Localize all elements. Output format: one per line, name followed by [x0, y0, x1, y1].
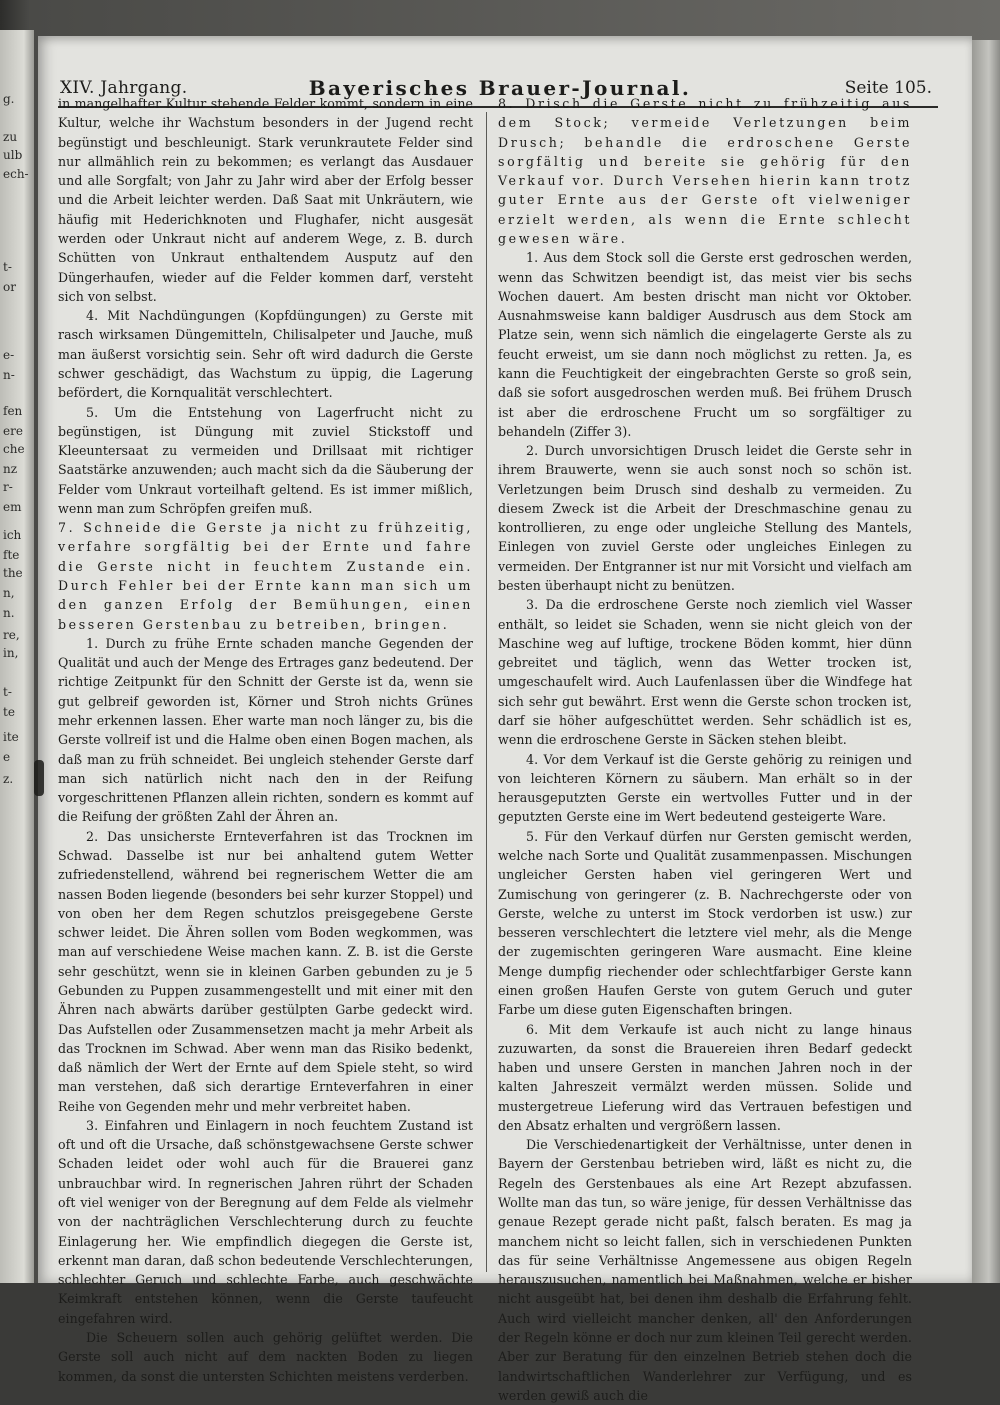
adjacent-page-fragment: te — [3, 705, 15, 719]
adjacent-page-fragment: nz — [3, 462, 18, 476]
adjacent-page-fragment: the — [3, 566, 23, 580]
adjacent-page-edge — [0, 30, 34, 1283]
paragraph: 2. Das unsicherste Ernteverfahren ist das Trocknen im Schwad. Dasselbe ist nur bei anhaltend gutem Wetter zufriedenstellend, während bei regnerischem Wetter die am nassen Boden liegende (besonders bei sehr kurzer Stoppel) und von oben her dem Regen schutzlos preisgegebene Gerste schwer leidet. Die Ähren sollen vom Boden wegkommen, was man auf verschiedene Weise machen kann. Z. B. ist die Gerste sehr geschützt, wenn sie in kleinen Garben gebunden zu je 5 Gebunden zu Puppen zusammengestellt und mit einer mit den Ähren nach abwärts darüber gestülpten Garbe gedeckt wird. Das Aufstellen oder Zusammensetzen macht ja mehr Arbeit als das Trocknen im Schwad. Aber wenn man das Risiko bedenkt, daß nämlich der Wert der Ernte auf dem Spiele steht, so wird man verstehen, daß sich derartige Ernteverfahren in einer Reihe von Gegenden mehr und mehr verbreitet haben. — [58, 828, 473, 1114]
adjacent-page-fragment: n, — [3, 586, 15, 600]
adjacent-page-fragment: r- — [3, 480, 13, 494]
adjacent-page-fragment: t- — [3, 685, 12, 699]
journal-page — [38, 36, 972, 1403]
paragraph: Die Verschiedenartigkeit der Verhältnisse, unter denen in Bayern der Gerstenbau betrieben wird, läßt es nicht zu, die Regeln des Gerstenbaues als eine Art Rezept abzufassen. Wollte man das tun, so wäre jenige, für dessen Verhältnisse das genaue Rezept gerade nicht paßt, falsch beraten. Es mag ja manchem nicht so leicht fallen, sich in verschiedenen Punkten das für seine Verhältnisse Angemessene aus obigen Regeln herauszusuchen, namentlich bei Maßnahmen, welche er bisher nicht ausgeübt hat, bei denen ihm deshalb die Erfahrung fehlt. Auch wird vielleicht mancher denken, all' den Anforderungen der Regeln könne er doch nur zum kleinen Teil gerecht werden. Aber zur Beratung für den einzelnen Betrieb stehen doch die landwirtschaftlichen Wanderlehrer zur Verfügung, und es werden gewiß auch die — [498, 1137, 912, 1403]
paragraph: 1. Aus dem Stock soll die Gerste erst gedroschen werden, wenn das Schwitzen beendigt ist, das meist vier bis sechs Wochen dauert. Am besten drischt man nicht vor Oktober. Ausnahmsweise kann baldiger Ausdrusch aus dem Stock am Platze sein, wenn sich nämlich die eingelagerte Gerste als zu feucht erweist, um sie dann noch möglichst zu retten. Ja, es kann die Feuchtigkeit der eingebrachten Gerste so groß sein, daß sie sofort ausgedroschen werden muß. Bei frühem Drusch ist aber die erdroschene Frucht um so sorgfältiger zu behandeln (Ziffer 3). — [498, 250, 912, 439]
adjacent-page-fragment: fte — [3, 548, 20, 562]
paragraph: Die Scheuern sollen auch gehörig gelüftet werden. Die Gerste soll auch nicht auf dem nackten Boden zu liegen kommen, da sonst die untersten Schichten meistens verderben. — [58, 1330, 473, 1384]
adjacent-page-fragment: n. — [3, 606, 15, 620]
adjacent-page-fragment: e- — [3, 348, 15, 362]
adjacent-page-fragment: t- — [3, 260, 12, 274]
adjacent-page-fragment: e — [3, 750, 11, 764]
page-number: Seite 105. — [844, 78, 932, 98]
adjacent-page-fragment: or — [3, 280, 16, 294]
paragraph: 8. Drisch die Gerste nicht zu frühzeitig aus dem Stock; vermeide Verletzungen beim Drusch; behandle die erdroschene Gerste sorgfältig und bereite sie gehörig für den Verkauf vor. Durch Versehen hierin kann trotz guter Ernte aus der Gerste oft vielweniger erzielt werden, als wenn die Ernte schlecht gewesen wäre. — [498, 96, 912, 246]
paragraph: 3. Da die erdroschene Gerste noch ziemlich viel Wasser enthält, so leidet sie Schaden, wenn sie nicht gleich von der Maschine weg auf luftige, trockene Böden kommt, hier dünn gebreitet und täglich, wenn das Wetter trocken ist, umgeschaufelt wird. Auch Laufenlassen über die Windfege hat sich sehr gut bewährt. Erst wenn die Gerste schon trocken ist, darf sie höher aufgeschüttet werden. Sehr schädlich ist es, wenn die erdroschene Gerste in Säcken stehen bleibt. — [498, 597, 912, 748]
adjacent-page-fragment: n- — [3, 368, 15, 382]
paragraph: 5. Für den Verkauf dürfen nur Gersten gemischt werden, welche nach Sorte und Qualität zusammenpassen. Mischungen ungleicher Gersten haben viel geringeren Wert und Zumischung von geringerer (z. B. Nachrechgerste oder von Gerste, welche zu unterst im Stock verdorben ist usw.) zur besseren verschlechtert die letztere viel mehr, als die Menge der zugemischten geringeren Ware ausmacht. Eine kleine Menge dumpfig riechender oder schlechtfarbiger Gerste kann einen großen Haufen Gerste von gutem Geruch und guter Farbe um diese guten Eigenschaften bringen. — [498, 828, 912, 1018]
paragraph: 6. Mit dem Verkaufe ist auch nicht zu lange hinaus zuzuwarten, da sonst die Brauereien ihren Bedarf gedeckt haben und unsere Gersten in manchen Jahren noch in der kalten Jahreszeit vermälzt werden müssen. Solide und mustergetreue Lieferung wird das Vertrauen befestigen und den Absatz erhalten und vergrößern lassen. — [498, 1021, 912, 1133]
page-stack-edge — [972, 40, 1000, 1283]
paragraph: 7. Schneide die Gerste ja nicht zu frühzeitig, verfahre sorgfältig bei der Ernte und fahre die Gerste nicht in feuchtem Zustande ein. Durch Fehler bei der Ernte kann man sich um den ganzen Erfolg der Bemühungen, einen besseren Gerstenbau zu betreiben, bringen. — [58, 520, 473, 632]
ink-smudge — [34, 760, 44, 796]
adjacent-page-fragment: ite — [3, 730, 19, 744]
paragraph: 3. Einfahren und Einlagern in noch feuchtem Zustand ist oft und oft die Ursache, daß schönstgewachsene Gerste schwer Schaden leidet oder wohl auch für die Brauerei ganz unbrauchbar wird. In regnerischen Jahren rührt der Schaden oft viel weniger von der Beregnung auf dem Felde als vielmehr von der nachträglichen Verschlechterung durch zu feuchte Einlagerung her. Wie empfindlich diegegen die Gerste ist, erkennt man daran, daß schon bedeutende Verschlechterungen, schlechter Geruch und schlechte Farbe, auch geschwächte Keimkraft entstehen können, wenn die Gerste taufeucht eingefahren wird. — [58, 1117, 473, 1326]
paragraph: 1. Durch zu frühe Ernte schaden manche Gegenden der Qualität und auch der Menge des Ertrages ganz bedeutend. Der richtige Zeitpunkt für den Schnitt der Gerste ist da, wenn sie gut gelbreif geworden ist, Körner und Stroh nichts Grünes mehr erkennen lassen. Eher warte man noch länger zu, bis die Gerste vollreif ist und die Halme oben einen Bogen machen, als daß man zu früh schneidet. Bei ungleich stehender Gerste darf man sich natürlich nicht nach den in der Reifung vorgeschrittenen Pflanzen allein richten, sondern es kommt auf die Reifung der größten Zahl der Ähren an. — [58, 635, 473, 825]
paragraph: 4. Mit Nachdüngungen (Kopfdüngungen) zu Gerste mit rasch wirksamen Düngemitteln, Chilisalpeter und Jauche, muß man äußerst vorsichtig sein. Sehr oft wird dadurch die Gerste schwer geschädigt, das Wachstum zu üppig, die Lagerung befördert, die Kornqualität verschlechtert. — [58, 308, 473, 401]
paragraph: 2. Durch unvorsichtigen Drusch leidet die Gerste sehr in ihrem Brauwerte, wenn sie auch sonst noch so schön ist. Verletzungen beim Drusch sind deshalb zu vermeiden. Zu diesem Zweck ist die Arbeit der Dreschmaschine genau zu kontrollieren, zu enge oder ungleiche Stellung des Mantels, Einlegen von zuviel Gerste oder ungleiches Einlegen zu vermeiden. Der Entgranner ist nur mit Vorsicht und vielfach am besten überhaupt nicht zu benützen. — [498, 443, 912, 594]
adjacent-page-fragment: em — [3, 500, 22, 514]
adjacent-page-fragment: che — [3, 442, 25, 456]
paragraph: in mangelhafter Kultur stehende Felder kommt, sondern in eine Kultur, welche ihr Wachstum besonders in der Jugend recht begünstigt und beschleunigt. Stark verunkrautete Felder sind nur allmählich rein zu bekommen; es verlangt das Ausdauer und alle Sorgfalt; von Jahr zu Jahr wird aber der Erfolg besser und die Arbeit leichter werden. Daß Saat mit Unkräutern, wie häufig mit Hederichknoten und Flughafer, nicht ausgesät werden oder Unkraut nicht auf anderem Wege, z. B. durch Schütten von Unkraut enthaltendem Ausputz auf den Düngerhaufen, wieder auf die Felder kommen darf, versteht sich von selbst. — [58, 96, 473, 304]
column-divider — [486, 112, 487, 1272]
paragraph: 4. Vor dem Verkauf ist die Gerste gehörig zu reinigen und von leichteren Körnern zu säubern. Man erhält so in der herausgeputzten Gerste ein wertvolles Futter und in der geputzten Gerste eine im Wert bedeutend gesteigerte Ware. — [498, 751, 912, 825]
right-column — [498, 94, 912, 1405]
adjacent-page-fragment: g. — [3, 92, 15, 106]
journal-title: Bayerisches Brauer-Journal. — [308, 76, 692, 100]
adjacent-page-fragment: z. — [3, 772, 14, 786]
adjacent-page-fragment: zu — [3, 130, 18, 144]
adjacent-page-fragment: fen — [3, 404, 23, 418]
adjacent-page-fragment: ulb — [3, 148, 23, 162]
left-column — [58, 94, 473, 1386]
adjacent-page-fragment: ere — [3, 424, 23, 438]
adjacent-page-fragment: re, — [3, 628, 20, 642]
volume-label: XIV. Jahrgang. — [60, 78, 188, 98]
adjacent-page-fragment: ich — [3, 528, 22, 542]
paragraph: 5. Um die Entstehung von Lagerfrucht nicht zu begünstigen, ist Düngung mit zuviel Stickstoff und Kleeuntersaat zu vermeiden und Drillsaat mit richtiger Saatstärke anzuwenden; auch macht sich da die Säuberung der Felder vom Unkraut vorteilhaft geltend. Es ist immer mißlich, wenn man zum Schröpfen greifen muß. — [58, 404, 473, 516]
adjacent-page-fragment: ech- — [3, 167, 29, 181]
adjacent-page-fragment: in, — [3, 646, 19, 660]
